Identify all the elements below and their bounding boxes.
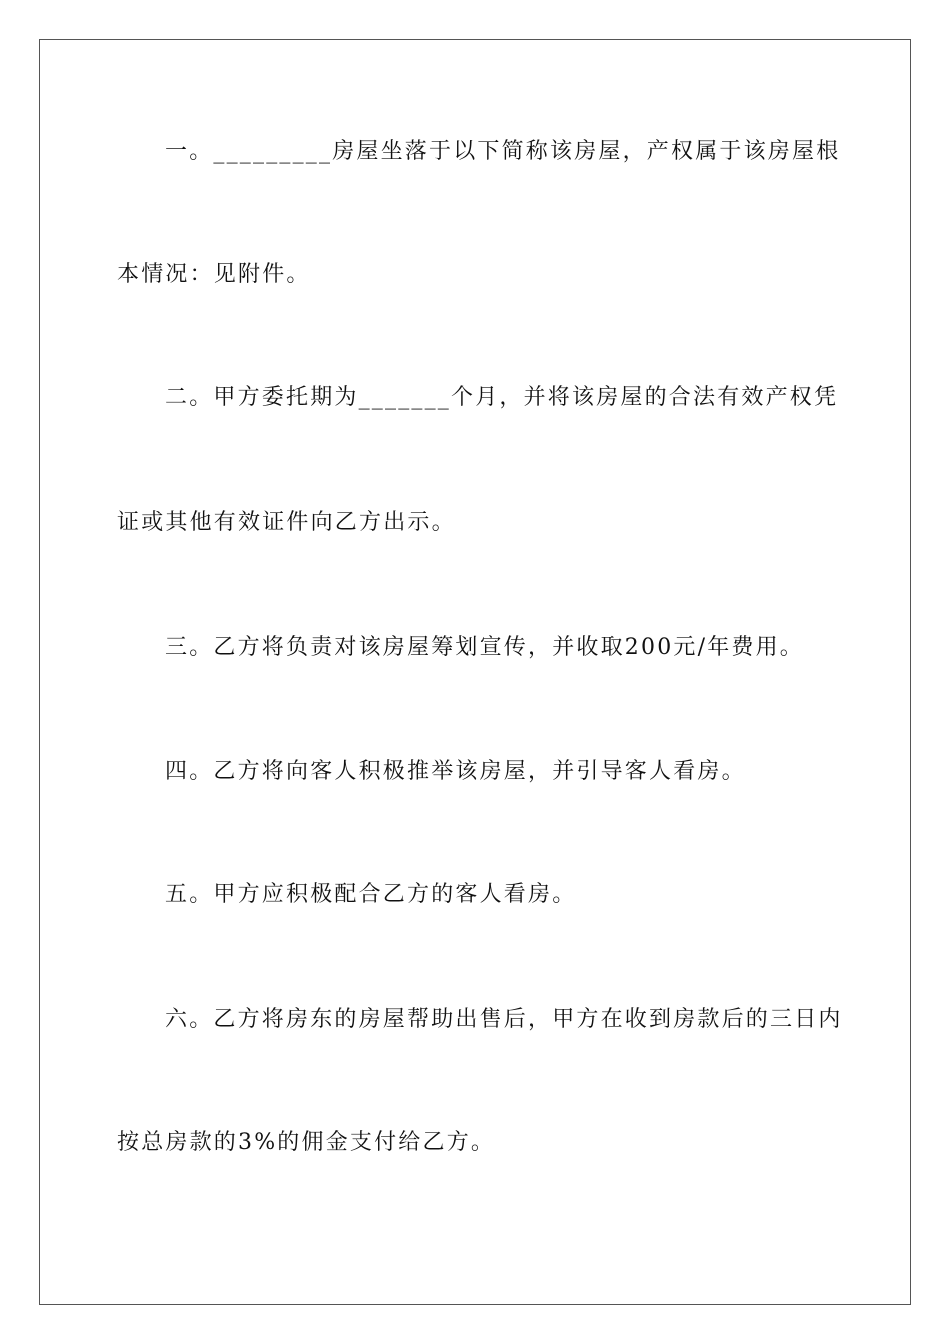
clause-1-line-2: 本情况：见附件。 [117,262,311,287]
clause-2-line-1: 二。甲方委托期为_______个月，并将该房屋的合法有效产权凭 [165,385,839,410]
clause-6-line-1: 六。乙方将房东的房屋帮助出售后，甲方在收到房款后的三日内 [165,1007,843,1032]
clause-3: 三。乙方将负责对该房屋筹划宣传，并收取200元/年费用。 [165,635,805,660]
clause-1-line-1: 一。_________房屋坐落于以下简称该房屋，产权属于该房屋根 [165,139,841,164]
clause-6-line-2: 按总房款的3%的佣金支付给乙方。 [117,1130,496,1155]
clause-5: 五。甲方应积极配合乙方的客人看房。 [165,882,577,907]
clause-2-line-2: 证或其他有效证件向乙方出示。 [117,510,456,535]
clause-4: 四。乙方将向客人积极推举该房屋，并引导客人看房。 [165,759,746,784]
page-border [39,39,911,1305]
